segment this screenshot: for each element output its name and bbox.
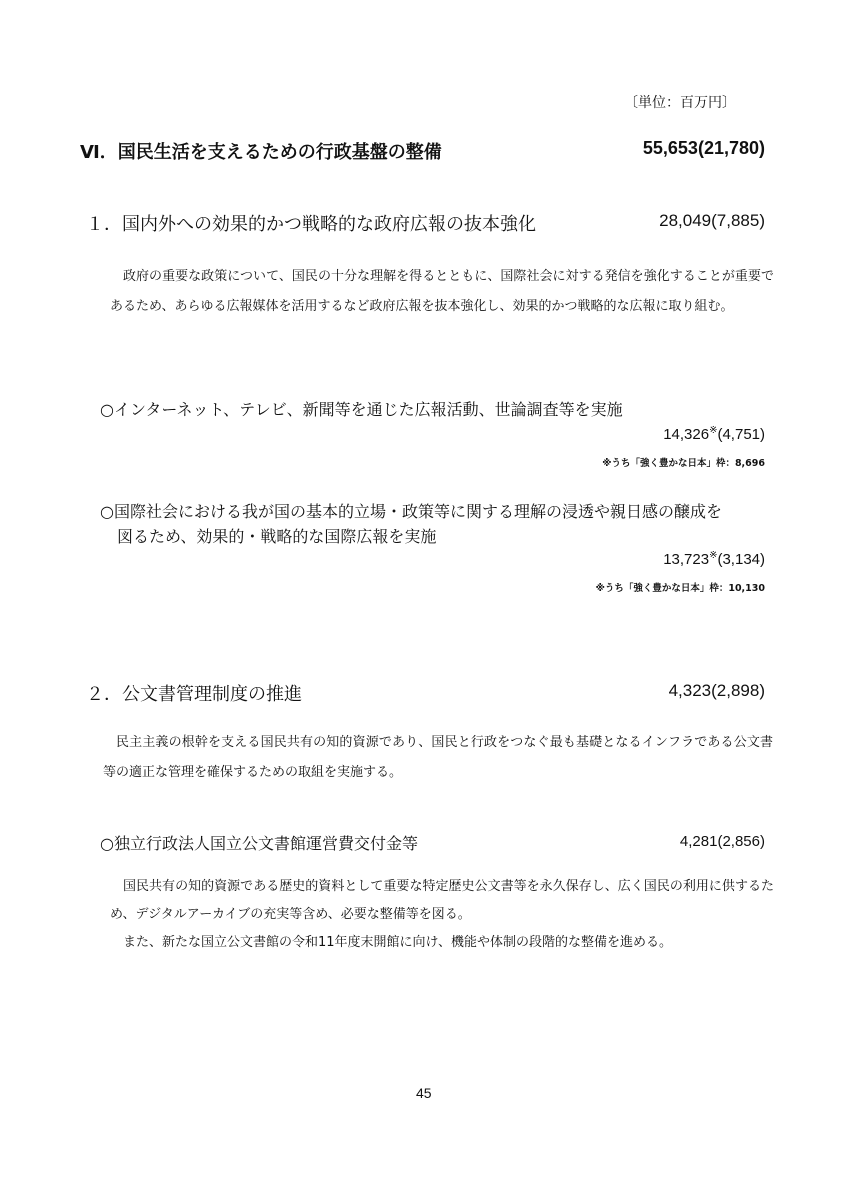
section-1-item-1-note: ※うち「強く豊かな日本」枠：8,696 [602,458,765,469]
section-1-item-2-amount: 13,723※(3,134) [663,550,765,568]
unit-label: 〔単位：百万円〕 [624,95,736,111]
section-1-item-2-note: ※うち「強く豊かな日本」枠：10,130 [595,583,765,594]
section-1-description: 政府の重要な政策について、国民の十分な理解を得るとともに、国際社会に対する発信を強化することが重要であるため、あらゆる広報媒体を活用するなど政府広報を抜本強化し、効果的かつ戦略的な広報に取り組む。 [110,269,774,314]
section-2-title: ２．公文書管理制度の推進 [86,684,302,705]
main-heading-amount: 55,653(21,780) [642,138,765,158]
section-1-item-2-text-line1: ○国際社会における我が国の基本的立場・政策等に関する理解の浸透や親日感の醸成を [100,502,722,521]
section-2-item-1-description: 国民共有の知的資源である歴史的資料として重要な特定歴史公文書等を永久保存し、広く国民の利用に供するため、デジタルアーカイブの充実等含め、必要な整備等を図る。 [110,879,774,922]
section-2-amount: 4,323(2,898) [668,681,765,700]
section-2-item-1-description-2: また、新たな国立公文書館の令和11年度末開館に向け、機能や体制の段階的な整備を進める。 [123,935,673,950]
section-1-item-1-amount: 14,326※(4,751) [663,425,765,443]
main-heading-title: Ⅵ．国民生活を支えるための行政基盤の整備 [80,142,442,163]
section-2-item-1-amount: 4,281(2,856) [679,833,765,850]
section-1-item-2-text-line2: 図るため、効果的・戦略的な国際広報を実施 [117,527,437,546]
section-1-amount: 28,049(7,885) [659,211,765,230]
section-1-title: １．国内外への効果的かつ戦略的な政府広報の抜本強化 [86,214,536,235]
section-2-item-1-text: ○独立行政法人国立公文書館運営費交付金等 [100,834,418,853]
section-2-description: 民主主義の根幹を支える国民共有の知的資源であり、国民と行政をつなぐ最も基礎となるインフラである公文書等の適正な管理を確保するための取組を実施する。 [103,735,773,780]
page-number: 45 [416,1085,432,1101]
section-1-item-1-text: ○インターネット、テレビ、新聞等を通じた広報活動、世論調査等を実施 [100,400,623,419]
